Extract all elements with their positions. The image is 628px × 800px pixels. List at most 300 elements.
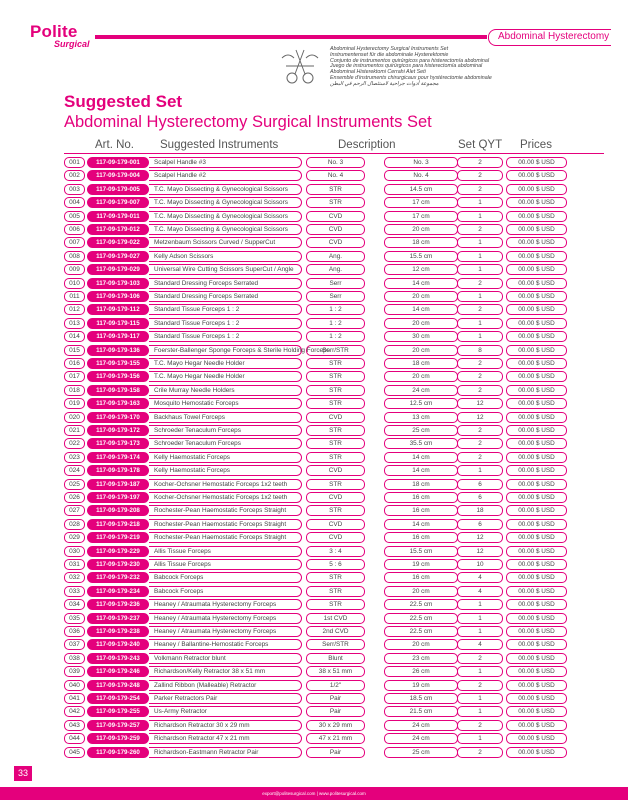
table-row	[64, 211, 604, 222]
size-cell: 20 cm	[384, 586, 458, 597]
article-number: 117-09-179-027	[87, 251, 149, 262]
instrument-name: Heaney / Atraumata Hysterectomy Forceps	[154, 614, 277, 622]
price-cell: 00.00 $ USD	[506, 157, 567, 168]
header-qty: Set QYT	[458, 139, 503, 151]
description-cell: Serr	[306, 278, 365, 289]
lang-line: مجموعة أدوات جراحية لاستئصال الرحم في البطن	[330, 80, 439, 87]
table-row	[64, 331, 604, 342]
row-number: 042	[64, 706, 85, 717]
instrument-name: Standard Tissue Forceps 1 : 2	[154, 306, 240, 314]
article-number: 117-09-179-011	[87, 211, 149, 222]
size-cell: 22.5 cm	[384, 613, 458, 624]
logo-sub: Surgical	[54, 39, 90, 49]
quantity-cell: 12	[457, 532, 503, 543]
row-number: 028	[64, 519, 85, 530]
row-number: 024	[64, 465, 85, 476]
price-cell: 00.00 $ USD	[506, 331, 567, 342]
size-cell: No. 3	[384, 157, 458, 168]
price-cell: 00.00 $ USD	[506, 318, 567, 329]
instrument-name: Standard Tissue Forceps 1 : 2	[154, 319, 240, 327]
size-cell: 24 cm	[384, 720, 458, 731]
article-number: 117-09-179-255	[87, 706, 149, 717]
quantity-cell: 4	[457, 572, 503, 583]
price-cell: 00.00 $ USD	[506, 385, 567, 396]
lang-line: Ensemble d'instruments chirurgicaux pour hystérectomie abdominale	[330, 74, 492, 81]
instrument-name: Standard Tissue Forceps 1 : 2	[154, 333, 240, 341]
description-cell: Ang.	[306, 251, 365, 262]
instrument-name: Heaney / Atraumata Hysterectomy Forceps	[154, 628, 277, 635]
price-cell: 00.00 $ USD	[506, 465, 567, 476]
quantity-cell: 4	[457, 586, 503, 597]
brand-logo	[30, 24, 90, 49]
article-number: 117-09-179-172	[87, 425, 149, 436]
price-cell: 00.00 $ USD	[506, 438, 567, 449]
article-number: 117-09-179-232	[87, 572, 149, 583]
table-row	[64, 318, 604, 329]
instrument-name: Rochester-Pean Haemostatic Forceps Straight	[154, 534, 287, 542]
instrument-name: Rochester-Pean Haemostatic Forceps Straight	[154, 520, 287, 528]
price-cell: 00.00 $ USD	[506, 398, 567, 409]
quantity-cell: 2	[457, 170, 503, 181]
size-cell: 17 cm	[384, 211, 458, 222]
description-cell: STR	[306, 371, 365, 382]
size-cell: 20 cm	[384, 371, 458, 382]
price-cell: 00.00 $ USD	[506, 586, 567, 597]
description-cell: No. 4	[306, 170, 365, 181]
quantity-cell: 2	[457, 385, 503, 396]
price-cell: 00.00 $ USD	[506, 237, 567, 248]
row-number: 034	[64, 599, 85, 610]
row-number: 031	[64, 559, 85, 570]
instrument-set-icon	[278, 46, 322, 90]
price-cell: 00.00 $ USD	[506, 572, 567, 583]
description-cell: Blunt	[306, 653, 365, 664]
size-cell: 20 cm	[384, 318, 458, 329]
instrument-name: Kelly Haemostatic Forceps	[154, 467, 231, 475]
price-cell: 00.00 $ USD	[506, 706, 567, 717]
article-number: 117-09-179-240	[87, 639, 149, 650]
set-label: Suggested Set	[64, 92, 183, 111]
size-cell: 20 cm	[384, 639, 458, 650]
lang-line: Juego de instrumentos quirúrgicos para histerectomía abdominal	[330, 63, 483, 70]
article-number: 117-09-179-173	[87, 438, 149, 449]
quantity-cell: 12	[457, 398, 503, 409]
article-number: 117-09-179-219	[87, 532, 149, 543]
description-cell: CVD	[306, 519, 365, 530]
article-number: 117-09-179-257	[87, 720, 149, 731]
instrument-name: T.C. Mayo Dissecting & Gynecological Scissors	[154, 226, 288, 233]
price-cell: 00.00 $ USD	[506, 492, 567, 503]
size-cell: 15.5 cm	[384, 251, 458, 262]
row-number: 037	[64, 639, 85, 650]
row-number: 006	[64, 224, 85, 235]
description-cell: 38 x 51 mm	[306, 666, 365, 677]
description-cell: STR	[306, 197, 365, 208]
article-number: 117-09-179-208	[87, 505, 149, 516]
table-row	[64, 197, 604, 208]
description-cell: Pair	[306, 693, 365, 704]
size-cell: 16 cm	[384, 572, 458, 583]
price-cell: 00.00 $ USD	[506, 304, 567, 315]
description-cell: CVD	[306, 224, 365, 235]
quantity-cell: 18	[457, 505, 503, 516]
quantity-cell: 2	[457, 747, 503, 758]
table-row	[64, 680, 604, 691]
header-art-no: Art. No.	[95, 139, 134, 151]
row-number: 035	[64, 613, 85, 624]
instrument-name: T.C. Mayo Hegar Needle Holder	[154, 373, 245, 381]
article-number: 117-09-179-187	[87, 479, 149, 490]
instrument-name: T.C. Mayo Dissecting & Gynecological Scissors	[154, 185, 288, 193]
description-cell: 1st CVD	[306, 613, 365, 624]
price-cell: 00.00 $ USD	[506, 264, 567, 275]
table-row	[64, 385, 604, 396]
table-row	[64, 224, 604, 235]
article-number: 117-09-179-243	[87, 653, 149, 664]
article-number: 117-09-179-236	[87, 599, 149, 610]
quantity-cell: 1	[457, 291, 503, 302]
table-row	[64, 666, 604, 677]
article-number: 117-09-179-155	[87, 358, 149, 369]
quantity-cell: 8	[457, 345, 503, 356]
table-row	[64, 170, 604, 181]
table-row	[64, 546, 604, 557]
description-cell: STR	[306, 358, 365, 369]
row-number: 002	[64, 170, 85, 181]
description-cell: 1/2"	[306, 680, 365, 691]
footer-text: export@politesurgical.com | www.politesurgical.com	[262, 791, 366, 796]
description-cell: CVD	[306, 532, 365, 543]
description-cell: 1 : 2	[306, 304, 365, 315]
article-number: 117-09-179-230	[87, 559, 149, 570]
price-cell: 00.00 $ USD	[506, 479, 567, 490]
quantity-cell: 2	[457, 720, 503, 731]
section-title: Abdominal Hysterectomy	[498, 31, 610, 42]
table-row	[64, 599, 604, 610]
size-cell: 22.5 cm	[384, 599, 458, 610]
description-cell: 2nd CVD	[306, 626, 365, 637]
size-cell: 14 cm	[384, 304, 458, 315]
description-cell: CVD	[306, 237, 365, 248]
instrument-name: T.C. Mayo Dissecting & Gynecological Scissors	[154, 199, 288, 207]
article-number: 117-09-179-178	[87, 465, 149, 476]
size-cell: 20 cm	[384, 345, 458, 356]
table-row	[64, 479, 604, 490]
size-cell: 20 cm	[384, 291, 458, 302]
article-number: 117-09-179-237	[87, 613, 149, 624]
row-number: 022	[64, 438, 85, 449]
description-cell: STR	[306, 425, 365, 436]
quantity-cell: 2	[457, 452, 503, 463]
quantity-cell: 1	[457, 264, 503, 275]
price-cell: 00.00 $ USD	[506, 532, 567, 543]
article-number: 117-09-179-004	[87, 170, 149, 181]
quantity-cell: 12	[457, 412, 503, 423]
price-cell: 00.00 $ USD	[506, 505, 567, 516]
table-row	[64, 693, 604, 704]
lang-line: Abdominal Histerektomi Cerrahi Alet Seti	[330, 69, 426, 76]
article-number: 117-09-179-229	[87, 546, 149, 557]
article-number: 117-09-179-103	[87, 278, 149, 289]
price-cell: 00.00 $ USD	[506, 626, 567, 637]
size-cell: 12.5 cm	[384, 398, 458, 409]
article-number: 117-09-179-007	[87, 197, 149, 208]
quantity-cell: 10	[457, 559, 503, 570]
article-number: 117-09-179-254	[87, 693, 149, 704]
header-bar	[95, 35, 487, 39]
row-number: 044	[64, 733, 85, 744]
row-number: 009	[64, 264, 85, 275]
price-cell: 00.00 $ USD	[506, 639, 567, 650]
table-row	[64, 438, 604, 449]
instrument-name: Zallind Ribbon (Malleable) Retractor	[154, 681, 257, 689]
quantity-cell: 1	[457, 613, 503, 624]
article-number: 117-09-179-260	[87, 747, 149, 758]
quantity-cell: 2	[457, 358, 503, 369]
quantity-cell: 2	[457, 184, 503, 195]
quantity-cell: 2	[457, 680, 503, 691]
quantity-cell: 1	[457, 465, 503, 476]
size-cell: 26 cm	[384, 666, 458, 677]
article-number: 117-09-179-170	[87, 412, 149, 423]
header-divider	[64, 153, 604, 154]
instrument-name: Metzenbaum Scissors Curved / SupperCut	[154, 239, 276, 247]
instrument-name: Richardson/Kelly Retractor 38 x 51 mm	[154, 668, 266, 676]
instrument-name: Parker Retractors Pair	[154, 695, 218, 702]
row-number: 017	[64, 371, 85, 382]
row-number: 020	[64, 412, 85, 423]
instrument-name: Mosquito Hemostatic Forceps	[154, 400, 239, 408]
price-cell: 00.00 $ USD	[506, 613, 567, 624]
table-row	[64, 613, 604, 624]
quantity-cell: 6	[457, 519, 503, 530]
page-number: 33	[14, 766, 32, 781]
row-number: 036	[64, 626, 85, 637]
quantity-cell: 1	[457, 626, 503, 637]
article-number: 117-09-179-112	[87, 304, 149, 315]
row-number: 026	[64, 492, 85, 503]
price-cell: 00.00 $ USD	[506, 452, 567, 463]
description-cell: STR	[306, 505, 365, 516]
row-number: 004	[64, 197, 85, 208]
instrument-name: Us-Army Retractor	[154, 708, 207, 716]
price-cell: 00.00 $ USD	[506, 680, 567, 691]
quantity-cell: 1	[457, 251, 503, 262]
size-cell: 16 cm	[384, 532, 458, 543]
price-cell: 00.00 $ USD	[506, 358, 567, 369]
table-row	[64, 653, 604, 664]
table-row	[64, 278, 604, 289]
size-cell: 14 cm	[384, 519, 458, 530]
instrument-name: Allis Tissue Forceps	[154, 561, 211, 568]
description-cell: Serr/STR	[306, 639, 365, 650]
row-number: 018	[64, 385, 85, 396]
size-cell: 18 cm	[384, 237, 458, 248]
table-row	[64, 345, 604, 356]
table-row	[64, 505, 604, 516]
instrument-name: Richardson-Eastmann Retractor Pair	[154, 748, 259, 756]
size-cell: 24 cm	[384, 385, 458, 396]
table-row	[64, 412, 604, 423]
description-cell: CVD	[306, 492, 365, 503]
table-row	[64, 586, 604, 597]
row-number: 013	[64, 318, 85, 329]
table-row	[64, 720, 604, 731]
article-number: 117-09-179-158	[87, 385, 149, 396]
table-row	[64, 559, 604, 570]
description-cell: CVD	[306, 465, 365, 476]
article-number: 117-09-179-259	[87, 733, 149, 744]
instrument-name: Crile Murray Needle Holders	[154, 386, 235, 394]
instrument-name: Richardson Retractor 47 x 21 mm	[154, 735, 250, 743]
header-instruments: Suggested Instruments	[160, 139, 279, 151]
table-row	[64, 706, 604, 717]
table-row	[64, 237, 604, 248]
instrument-name: T.C. Mayo Hegar Needle Holder	[154, 360, 245, 367]
row-number: 032	[64, 572, 85, 583]
description-cell: Pair	[306, 706, 365, 717]
row-number: 010	[64, 278, 85, 289]
table-row	[64, 465, 604, 476]
instrument-name: Standard Dressing Forceps Serrated	[154, 279, 259, 287]
size-cell: 14 cm	[384, 452, 458, 463]
set-name: Abdominal Hysterectomy Surgical Instruments Set	[64, 113, 432, 131]
table-row	[64, 492, 604, 503]
size-cell: 14.5 cm	[384, 184, 458, 195]
quantity-cell: 2	[457, 157, 503, 168]
description-cell: STR	[306, 572, 365, 583]
row-number: 019	[64, 398, 85, 409]
quantity-cell: 2	[457, 653, 503, 664]
description-cell: Ang.	[306, 264, 365, 275]
price-cell: 00.00 $ USD	[506, 345, 567, 356]
size-cell: 25 cm	[384, 425, 458, 436]
price-cell: 00.00 $ USD	[506, 371, 567, 382]
size-cell: 18 cm	[384, 479, 458, 490]
article-number: 117-09-179-174	[87, 452, 149, 463]
article-number: 117-09-179-022	[87, 237, 149, 248]
row-number: 045	[64, 747, 85, 758]
instrument-name: Schroeder Tenaculum Forceps	[154, 440, 241, 448]
article-number: 117-09-179-012	[87, 224, 149, 235]
description-cell: STR	[306, 438, 365, 449]
multilingual-block	[330, 47, 492, 88]
table-row	[64, 304, 604, 315]
row-number: 043	[64, 720, 85, 731]
size-cell: 35.5 cm	[384, 438, 458, 449]
size-cell: 17 cm	[384, 197, 458, 208]
description-cell: 1 : 2	[306, 331, 365, 342]
quantity-cell: 1	[457, 331, 503, 342]
size-cell: 19 cm	[384, 680, 458, 691]
article-number: 117-09-179-115	[87, 318, 149, 329]
price-cell: 00.00 $ USD	[506, 599, 567, 610]
instrument-name: T.C. Mayo Dissecting & Gynecological Scissors	[154, 212, 288, 220]
price-cell: 00.00 $ USD	[506, 412, 567, 423]
size-cell: 22.5 cm	[384, 626, 458, 637]
quantity-cell: 2	[457, 278, 503, 289]
table-row	[64, 251, 604, 262]
instrument-name: Kelly Adson Scissors	[154, 252, 214, 260]
instrument-name: Schroeder Tenaculum Forceps	[154, 427, 241, 434]
description-cell: STR	[306, 599, 365, 610]
table-row	[64, 398, 604, 409]
row-number: 023	[64, 452, 85, 463]
size-cell: 23 cm	[384, 653, 458, 664]
quantity-cell: 1	[457, 599, 503, 610]
instrument-name: Universal Wire Cutting Scissors SuperCut / Angle	[154, 266, 294, 274]
quantity-cell: 1	[457, 211, 503, 222]
price-cell: 00.00 $ USD	[506, 211, 567, 222]
instrument-name: Kelly Haemostatic Forceps	[154, 453, 231, 461]
size-cell: No. 4	[384, 170, 458, 181]
article-number: 117-09-179-136	[87, 345, 149, 356]
description-cell: 47 x 21 mm	[306, 733, 365, 744]
row-number: 015	[64, 345, 85, 356]
price-cell: 00.00 $ USD	[506, 653, 567, 664]
instrument-name: Scalpel Handle #2	[154, 172, 206, 180]
price-cell: 00.00 $ USD	[506, 224, 567, 235]
price-cell: 00.00 $ USD	[506, 693, 567, 704]
lang-line: Abdominal Hysterectomy Surgical Instruments Set	[330, 46, 449, 52]
description-cell: CVD	[306, 211, 365, 222]
header-prices: Prices	[520, 139, 552, 151]
article-number: 117-09-179-238	[87, 626, 149, 637]
price-cell: 00.00 $ USD	[506, 170, 567, 181]
table-row	[64, 572, 604, 583]
row-number: 038	[64, 653, 85, 664]
size-cell: 15.5 cm	[384, 546, 458, 557]
article-number: 117-09-179-218	[87, 519, 149, 530]
size-cell: 24 cm	[384, 733, 458, 744]
article-number: 117-09-179-001	[87, 157, 149, 168]
quantity-cell: 1	[457, 706, 503, 717]
quantity-cell: 1	[457, 666, 503, 677]
row-number: 025	[64, 479, 85, 490]
description-cell: 1 : 2	[306, 318, 365, 329]
quantity-cell: 2	[457, 438, 503, 449]
article-number: 117-09-179-163	[87, 398, 149, 409]
price-cell: 00.00 $ USD	[506, 278, 567, 289]
header-description: Description	[338, 139, 396, 151]
price-cell: 00.00 $ USD	[506, 720, 567, 731]
description-cell: STR	[306, 385, 365, 396]
description-cell: CVD	[306, 412, 365, 423]
size-cell: 25 cm	[384, 747, 458, 758]
instrument-name: Volkmann Retractor blunt	[154, 654, 226, 662]
size-cell: 16 cm	[384, 492, 458, 503]
quantity-cell: 1	[457, 318, 503, 329]
instrument-name: Standard Dressing Forceps Serrated	[154, 293, 259, 300]
instrument-name: Heaney / Ballantine-Hemostatic Forceps	[154, 641, 269, 649]
table-row	[64, 291, 604, 302]
price-cell: 00.00 $ USD	[506, 251, 567, 262]
price-cell: 00.00 $ USD	[506, 425, 567, 436]
table-row	[64, 639, 604, 650]
article-number: 117-09-179-234	[87, 586, 149, 597]
row-number: 041	[64, 693, 85, 704]
logo-main: Polite	[30, 22, 78, 41]
lang-line: Conjunto de instrumentos quirúrgicos para histerectomía abdominal	[330, 57, 489, 64]
instrument-name: Foerster-Ballenger Sponge Forceps & Sterile Holding Forceps	[154, 346, 330, 354]
description-cell: STR	[306, 586, 365, 597]
price-cell: 00.00 $ USD	[506, 747, 567, 758]
size-cell: 20 cm	[384, 224, 458, 235]
price-cell: 00.00 $ USD	[506, 519, 567, 530]
price-cell: 00.00 $ USD	[506, 184, 567, 195]
size-cell: 12 cm	[384, 264, 458, 275]
instrument-name: Kocher-Ochsner Hemostatic Forceps 1x2 teeth	[154, 494, 288, 501]
